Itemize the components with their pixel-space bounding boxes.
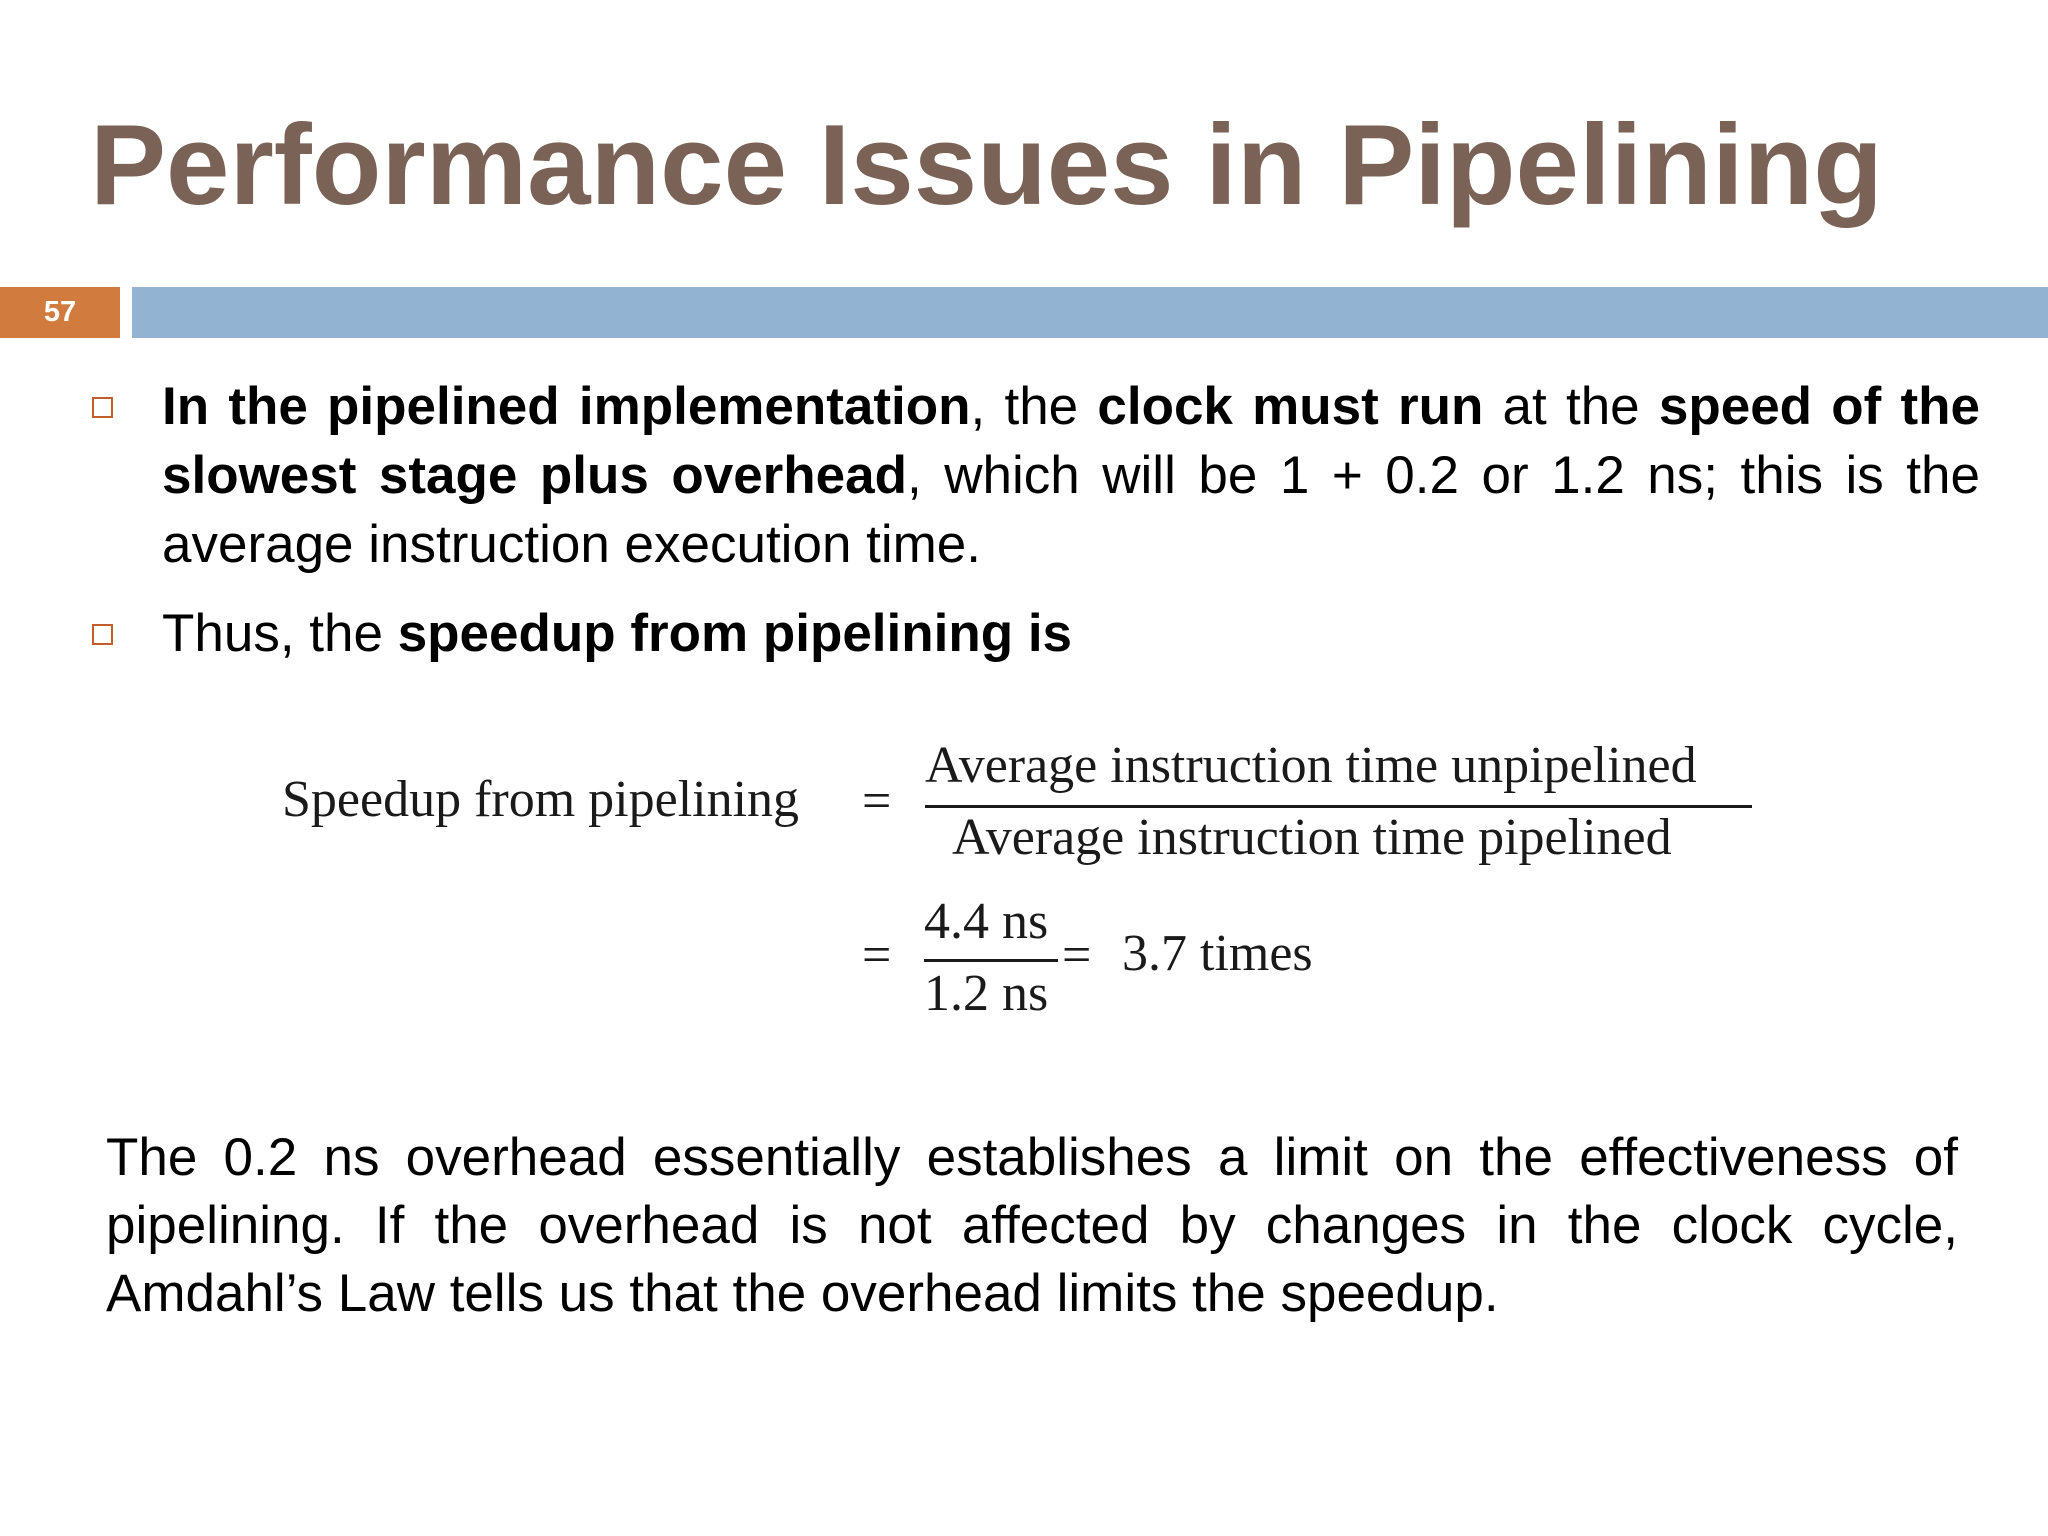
formula-numerator: 4.4 ns (924, 893, 1049, 950)
speedup-formula (0, 730, 2048, 1040)
formula-denominator: 1.2 ns (924, 965, 1049, 1022)
formula-numerator: Average instruction time unpipelined (925, 737, 1697, 794)
bullet-plain-text: at the (1483, 377, 1659, 436)
formula-equals: = (1062, 927, 1092, 984)
bullet-plain-text: Thus, the (162, 604, 398, 663)
fraction-bar (924, 959, 1058, 962)
bullet-plain-text: , which will be 1 + 0.2 or 1.2 ns; this is the average instruction execution time. (162, 446, 1980, 574)
formula-denominator: Average instruction time pipelined (952, 809, 1672, 866)
bullet-plain-text: , the (970, 377, 1098, 436)
formula-lhs: Speedup from pipelining (282, 771, 800, 828)
hollow-square-bullet-icon (92, 397, 113, 418)
bullet-item (90, 599, 1980, 668)
title-divider-bar (132, 287, 2048, 338)
fraction-bar (925, 805, 1752, 808)
bullet-bold-text: speedup from pipelining is (397, 604, 1073, 663)
hollow-square-bullet-icon (92, 624, 113, 645)
bullet-text (162, 604, 1072, 663)
formula-result: 3.7 times (1122, 925, 1313, 982)
bullet-bold-text: In the pipelined implementation (162, 377, 971, 436)
slide-number: 57 (43, 296, 77, 328)
bullet-bold-text: clock must run (1097, 377, 1484, 436)
bullet-list (90, 372, 1980, 688)
bullet-item (90, 372, 1980, 579)
bullet-bold-text: speed of the slowest stage plus overhead (162, 377, 1981, 505)
formula-equals: = (862, 773, 892, 830)
bullet-text (162, 377, 1980, 574)
slide-number-badge (0, 287, 120, 338)
slide-title: Performance Issues in Pipelining (90, 102, 1883, 229)
formula-equals: = (862, 927, 892, 984)
conclusion-paragraph: The 0.2 ns overhead essentially establishes a limit on the effectiveness of pipelining. If the overhead is not affected by changes in the clock cycle, Amdahl’s Law tells us that the overhead limits the speedup. (106, 1128, 1958, 1323)
